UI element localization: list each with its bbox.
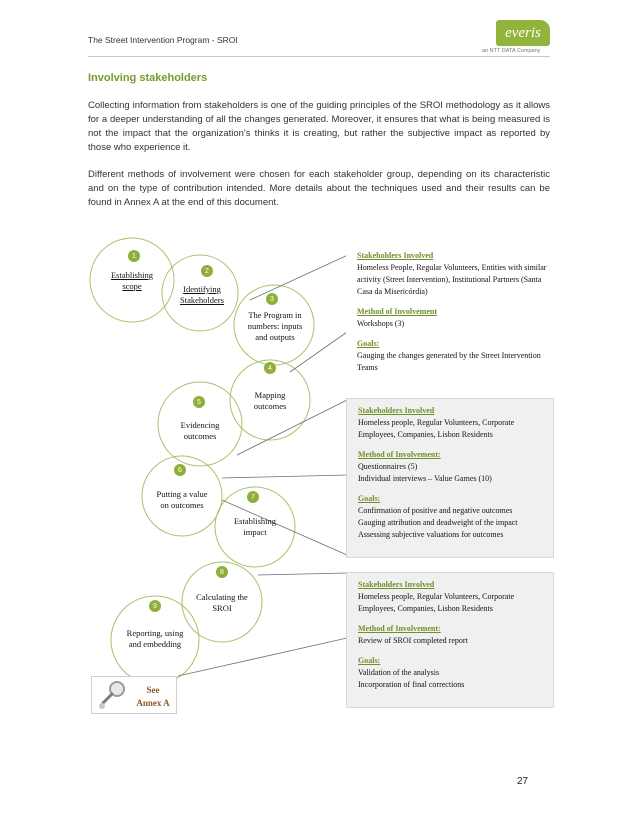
step-label-7-line2: impact (243, 527, 267, 537)
step-number-2: 2 (201, 265, 213, 277)
step-label-1-line1: Establishing (110, 270, 154, 280)
box2-method-line-2: Individual interviews – Value Games (10) (358, 474, 492, 483)
logo-text: everis (505, 24, 541, 41)
connector-2b (222, 475, 347, 478)
annex-label-line2: Annex A (136, 698, 170, 708)
step-label-8 (182, 592, 262, 614)
step-number-3: 3 (266, 293, 278, 305)
document-header-title: The Street Intervention Program - SROI (88, 35, 238, 45)
step-label-6-line1: Putting a value (156, 489, 208, 499)
step-label-2 (160, 284, 244, 306)
step-label-7-line1: Establishing (233, 516, 277, 526)
step-label-3 (234, 310, 316, 343)
box2-goals-line-1: Confirmation of positive and negative outcomes (358, 506, 513, 515)
step-label-3-line1: The Program in (248, 310, 302, 320)
paragraph-2: Different methods of involvement were chosen for each stakeholder group, depending on its characteristic and on the type of contribution intended. More details about the techniques used and their results can be found in Annex A at the end of this document. (88, 169, 550, 208)
connector-3a (258, 573, 347, 575)
box1-goals-line-1: Gauging the changes generated by the Street Intervention Teams (357, 351, 541, 372)
box3-method-line-1: Review of SROI completed report (358, 636, 468, 645)
step-label-5 (160, 420, 240, 442)
everis-logo (496, 20, 550, 46)
step-label-5-line1: Evidencing (180, 420, 220, 430)
step-number-4: 4 (264, 362, 276, 374)
step-label-3-line2: numbers: inputs (247, 321, 303, 331)
step-label-8-line2: SROI (212, 603, 232, 613)
box3-method-heading: Method of Involvement: (358, 624, 441, 633)
step-number-9: 9 (149, 600, 161, 612)
step-label-8-line1: Calculating the (196, 592, 248, 602)
header-divider (88, 56, 550, 57)
logo-tagline: an NTT DATA Company (482, 48, 541, 54)
step-label-6 (140, 489, 224, 511)
box2-stakeholders-heading: Stakeholders Involved (358, 406, 435, 415)
page-number: 27 (517, 776, 529, 787)
section-title: Involving stakeholders (88, 72, 208, 84)
box2-method-line-1: Questionnaires (5) (358, 462, 418, 471)
connector-3b (178, 638, 347, 676)
step-number-7: 7 (247, 491, 259, 503)
step-label-9-line2: and embedding (128, 639, 182, 649)
step-label-4 (234, 390, 306, 412)
box2-goals-heading: Goals: (358, 494, 381, 503)
step-label-9 (111, 628, 199, 650)
box2-goals-line-2: Gauging attribution and deadweight of the impact (358, 518, 518, 527)
step-label-6-line2: on outcomes (160, 500, 204, 510)
annex-label-line1: See (146, 685, 160, 695)
step-label-5-line2: outcomes (183, 431, 217, 441)
step-label-4-line2: outcomes (253, 401, 287, 411)
step-number-1: 1 (128, 250, 140, 262)
step-label-3-line3: and outputs (255, 332, 295, 342)
step-number-6: 6 (174, 464, 186, 476)
box1-stakeholders-heading: Stakeholders Involved (357, 251, 434, 260)
box2-stakeholders-text: Homeless people, Regular Volunteers, Corporate Employees, Companies, Lisbon Residents (358, 418, 515, 439)
step-label-2-line2: Stakeholders (180, 295, 224, 305)
box1-stakeholders-text: Homeless People, Regular Volunteers, Entities with similar activity (Street Intervention), Institutional Partners (Santa Casa da Misericórdia) (357, 263, 547, 296)
box3-goals-line-1: Validation of the analysis (358, 668, 440, 677)
step-label-4-line1: Mapping (254, 390, 286, 400)
paragraph-1: Collecting information from stakeholders is one of the guiding principles of the SROI methodology as it allows for a deeper understanding of all the changes generated. Moreover, it ensures that what is being measured is not the impact that the organization's thinks it is creating, but rather the subjective impact as reported by those who experience it. (88, 100, 550, 153)
step-number-8: 8 (216, 566, 228, 578)
stakeholder-box-1 (346, 250, 554, 380)
step-label-7 (215, 516, 295, 538)
box3-goals-heading: Goals: (358, 656, 381, 665)
box1-goals-heading: Goals: (357, 339, 380, 348)
box1-method-line-1: Workshops (3) (357, 319, 405, 328)
step-number-5: 5 (193, 396, 205, 408)
step-label-1-line2: scope (122, 281, 142, 291)
step-label-2-line1: Identifying (183, 284, 221, 294)
step-label-9-line1: Reporting, using (126, 628, 184, 638)
box3-stakeholders-heading: Stakeholders Involved (358, 580, 435, 589)
annex-label[interactable] (128, 684, 178, 710)
stakeholder-box-2 (346, 398, 554, 558)
box2-method-heading: Method of Involvement: (358, 450, 441, 459)
box2-goals-line-3: Assessing subjective valuations for outcomes (358, 530, 504, 539)
box3-stakeholders-text: Homeless people, Regular Volunteers, Corporate Employees, Companies, Lisbon Residents (358, 592, 515, 613)
box1-method-heading: Method of Involvement (357, 307, 437, 316)
stakeholder-box-3 (346, 572, 554, 708)
connector-1a (250, 254, 350, 300)
box3-goals-line-2: Incorporation of final corrections (358, 680, 465, 689)
magnifier-icon (94, 677, 130, 713)
